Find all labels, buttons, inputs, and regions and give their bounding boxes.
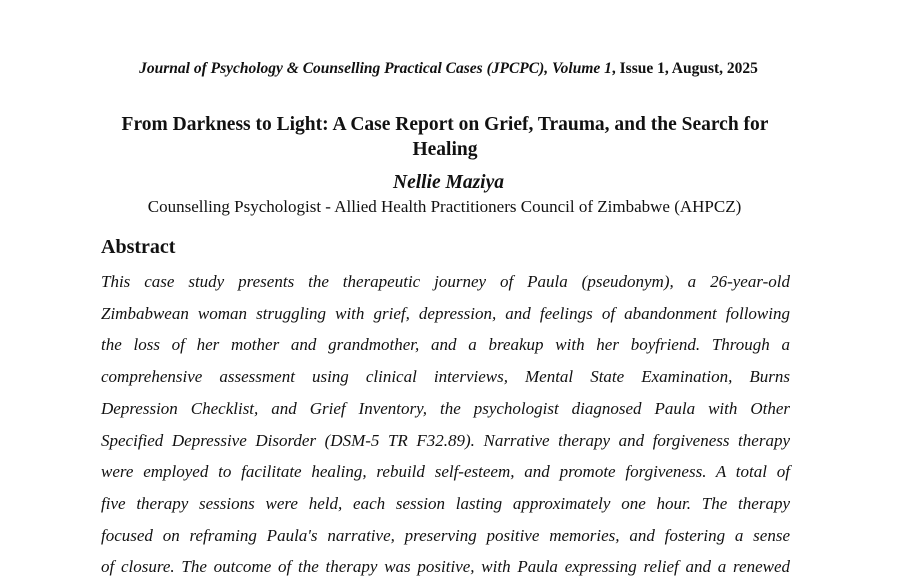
journal-volume: , Volume 1 <box>544 60 612 77</box>
abstract-line: focused on reframing Paula's narrative, preserving positive memories, and fostering a sense <box>101 525 790 545</box>
abstract-line: the loss of her mother and grandmother, and a breakup with her boyfriend. Through a <box>101 335 790 355</box>
abstract-line: comprehensive assessment using clinical interviews, Mental State Examination, Burns <box>101 367 790 387</box>
abstract-line: Depression Checklist, and Grief Inventory, the psychologist diagnosed Paula with Other <box>101 398 790 418</box>
author-affiliation: Counselling Psychologist - Allied Health Practitioners Council of Zimbabwe (AHPCZ) <box>147 197 742 216</box>
abstract-heading: Abstract <box>101 236 176 258</box>
paper-title: From Darkness to Light: A Case Report on Grief, Trauma, and the Search for Healing <box>121 114 769 160</box>
abstract-line: five therapy sessions were held, each session lasting approximately one hour. The therapy <box>101 493 790 513</box>
journal-header <box>0 60 897 78</box>
journal-issue-date: , Issue 1, August, 2025 <box>611 60 758 77</box>
abstract-body <box>101 266 790 583</box>
author-name: Nellie Maziya <box>392 172 505 193</box>
abstract-line: of closure. The outcome of the therapy was positive, with Paula expressing relief and a renewed <box>101 557 790 577</box>
abstract-line: Specified Depressive Disorder (DSM-5 TR F32.89). Narrative therapy and forgiveness therapy <box>101 430 790 450</box>
abstract-line: This case study presents the therapeutic journey of Paula (pseudonym), a 26-year-old <box>101 272 790 291</box>
journal-name: Journal of Psychology & Counselling Practical Cases (JPCPC) <box>139 60 545 77</box>
abstract-line: Zimbabwean woman struggling with grief, depression, and feelings of abandonment following <box>101 303 790 323</box>
abstract-line: were employed to facilitate healing, rebuild self-esteem, and promote forgiveness. A total of <box>101 462 790 482</box>
